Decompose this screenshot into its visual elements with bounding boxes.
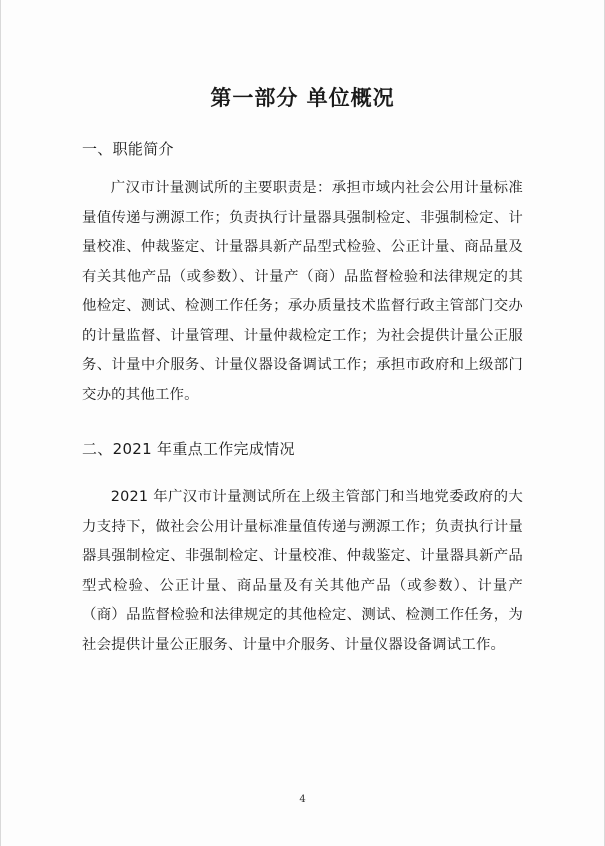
page-number: 4 [299, 794, 306, 805]
section-heading-key-work: 二、2021 年重点工作完成情况 [82, 440, 295, 458]
section-paragraph-functions: 广汉市计量测试所的主要职责是：承担市域内社会公用计量标准量值传递与溯源工作；负责执行计量器具强制检定、非强制检定、计量校准、仲裁鉴定、计量器具新产品型式检验、公正计量、商品量及有关其他产品（或参数）、计量产（商）品监督检验和法律规定的其他检定、测试、检测工作任务；承办质量技术监督行政主管部门交办的计量监督、计量管理、计量仲裁检定工作；为社会提供计量公正服务、计量中介服务、计量仪器设备调试工作；承担市政府和上级部门交办的其他工作。 [82, 180, 523, 403]
section-paragraph-key-work: 2021 年广汉市计量测试所在上级主管部门和当地党委政府的大力支持下，做社会公用计量标准量值传递与溯源工作；负责执行计量器具强制检定、非强制检定、计量校准、仲裁鉴定、计量器具新产品型式检验、公正计量、商品量及有关其他产品（或参数）、计量产（商）品监督检验和法律规定的其他检定、测试、检测工作任务，为社会提供计量公正服务、计量中介服务、计量仪器设备调试工作。 [82, 489, 523, 653]
page-title: 第一部分 单位概况 [210, 86, 395, 110]
page-edge-left [0, 0, 1, 846]
section-heading-functions: 一、职能简介 [82, 140, 174, 158]
